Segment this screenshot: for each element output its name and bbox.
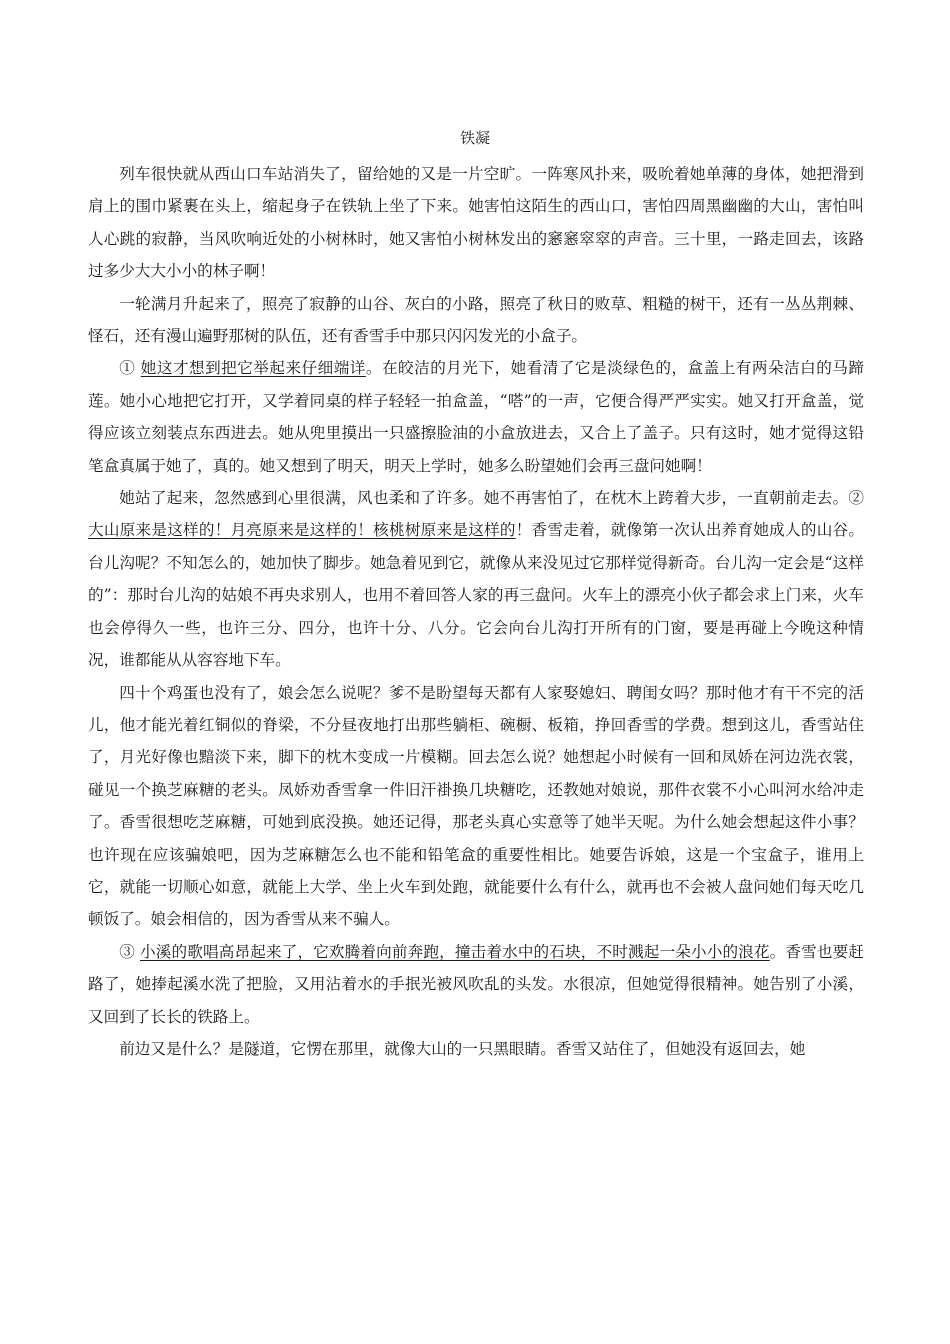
paragraph-3: [88, 352, 864, 482]
document-body: [88, 158, 864, 1065]
paragraph-1: [88, 158, 864, 288]
paragraph-4-text: ！香雪走着，就像第一次认出养育她成人的山谷。台儿沟呢？不知怎么的，她加快了脚步。她急着见到它，就像从来没见过它那样觉得新奇。台儿沟一定会是“这样的”：那时台儿沟的姑娘不再央求别人，也用不着回答人家的再三盘问。火车上的漂亮小伙子都会求上门来，火车也会停得久一些，也许三分、四分，也许十分、八分。它会向台儿沟打开所有的门窗，要是再碰上今晚这种情况，谁都能从从容容地下车。: [88, 521, 864, 670]
marker-2: ②: [848, 489, 864, 508]
paragraph-5: [88, 677, 864, 936]
marker-3: ③: [119, 942, 135, 961]
underlined-sentence-3: 小溪的歌唱高昂起来了，它欢腾着向前奔跑，撞击着水中的石块，不时溅起一朵小小的浪花: [140, 942, 770, 961]
paragraph-4-before: 她站了起来，忽然感到心里很满，风也柔和了许多。她不再害怕了，在枕木上跨着大步，一直朝前走去。: [119, 489, 849, 508]
paragraph-1-text: 列车很快就从西山口车站消失了，留给她的又是一片空旷。一阵寒风扑来，吸吮着她单薄的身体，她把滑到肩上的围巾紧裹在头上，缩起身子在铁轨上坐了下来。她害怕这陌生的西山口，害怕四周黑幽幽的大山，害怕叫人心跳的寂静，当风吹响近处的小树林时，她又害怕小树林发出的窸窸窣窣的声音。三十里，一路走回去，该路过多少大大小小的林子啊！: [88, 165, 864, 281]
underlined-sentence-2: 大山原来是这样的！月亮原来是这样的！核桃树原来是这样的: [88, 521, 516, 540]
document-title: 铁凝: [459, 129, 490, 147]
paragraph-3-text: 。在皎洁的月光下，她看清了它是淡绿色的，盒盖上有两朵洁白的马蹄莲。她小心地把它打开，又学着同桌的样子轻轻一拍盒盖，“嗒”的一声，它便合得严严实实。她又打开盒盖，觉得应该立刻装点东西进去。她从兜里摸出一只盛擦脸油的小盒放进去，又合上了盖子。只有这时，她才觉得这铅笔盒真属于她了，真的。她又想到了明天，明天上学时，她多么盼望她们会再三盘问她啊！: [88, 359, 864, 475]
paragraph-4: [88, 482, 864, 676]
paragraph-7-text: 前边又是什么？是隧道，它愣在那里，就像大山的一只黑眼睛。香雪又站住了，但她没有返回去，她: [119, 1039, 806, 1058]
marker-1: ①: [119, 359, 136, 378]
paragraph-2: [88, 288, 864, 353]
paragraph-6-text: 。香雪也要赶路了，她捧起溪水洗了把脸，又用沾着水的手抿光被风吹乱的头发。水很凉，但她觉得很精神。她告别了小溪，又回到了长长的铁路上。: [88, 942, 864, 1026]
paragraph-5-text: 四十个鸡蛋也没有了，娘会怎么说呢？爹不是盼望每天都有人家娶媳妇、聘闺女吗？那时他才有干不完的活儿，他才能光着红铜似的脊梁，不分昼夜地打出那些躺柜、碗橱、板箱，挣回香雪的学费。想到这儿，香雪站住了，月光好像也黯淡下来，脚下的枕木变成一片模糊。回去怎么说？她想起小时候有一回和凤娇在河边洗衣裳，碰见一个换芝麻糖的老头。凤娇劝香雪拿一件旧汗褂换几块糖吃，还教她对娘说，那件衣裳不小心叫河水给冲走了。香雪很想吃芝麻糖，可她到底没换。她还记得，那老头真心实意等了她半天呢。为什么她会想起这件小事？也许现在应该骗娘吧，因为芝麻糖怎么也不能和铅笔盒的重要性相比。她要告诉娘，这是一个宝盒子，谁用上它，就能一切顺心如意，就能上大学、坐上火车到处跑，就能要什么有什么，就再也不会被人盘问她们每天吃几顿饭了。娘会相信的，因为香雪从来不骗人。: [88, 683, 864, 929]
paragraph-7: [88, 1033, 864, 1065]
paragraph-2-text: 一轮满月升起来了，照亮了寂静的山谷、灰白的小路，照亮了秋日的败草、粗糙的树干，还有一丛丛荆棘、怪石，还有漫山遍野那树的队伍，还有香雪手中那只闪闪发光的小盒子。: [88, 294, 864, 346]
underlined-sentence-1: 她这才想到把它举起来仔细端详: [140, 359, 366, 378]
paragraph-6: [88, 936, 864, 1033]
